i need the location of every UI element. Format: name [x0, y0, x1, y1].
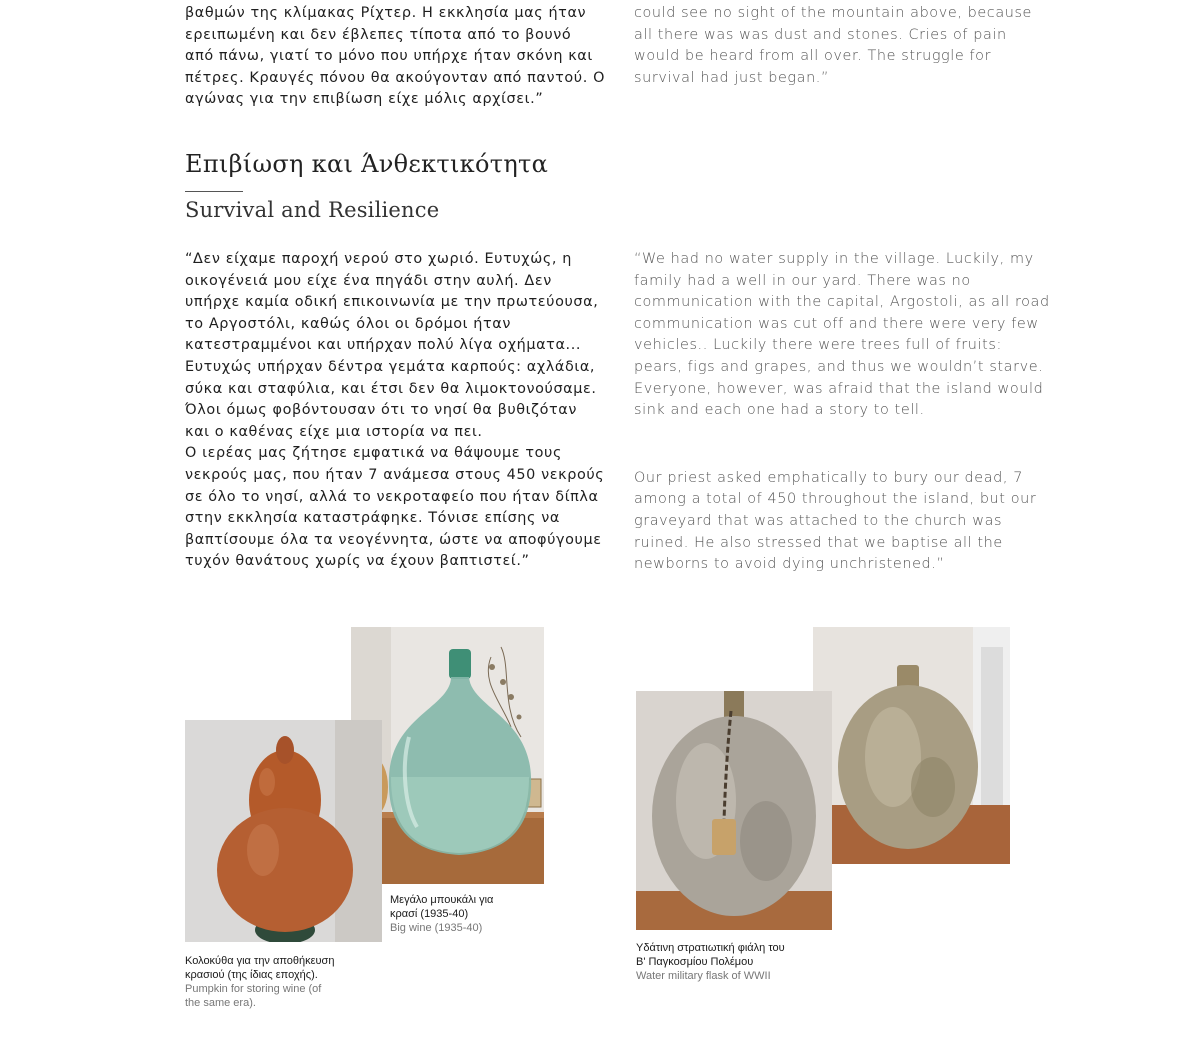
bottle-caption-greek: Μεγάλο μπουκάλι για κρασί (1935-40) — [390, 894, 494, 920]
pumpkin-caption-greek: Κολοκύθα για την αποθήκευση κρασιού (της ίδιας εποχής). — [185, 955, 335, 981]
pumpkin-caption-english: Pumpkin for storing wine (of the same era). — [185, 983, 322, 1009]
section-title-greek: Επιβίωση και Άνθεκτικότητα — [185, 150, 549, 178]
bottle-caption-english: Big wine (1935-40) — [390, 922, 483, 934]
heading-divider — [185, 191, 243, 192]
flask-caption-greek: Υδάτινη στρατιωτική φιάλη του Β' Παγκοσμίου Πολέμου — [636, 942, 785, 968]
english-column — [634, 249, 1054, 576]
english-paragraph-1: “We had no water supply in the village. Luckily, my family had a well in our yard. There was no communication with the capital, Argostoli, as all road communication was cut off and there were very few vehicles.. Luckily there were trees full of fruits: pears, figs and grapes, and thus we wouldn’t starve. Everyone, however, was afraid that the island would sink and each one had a story to tell. — [634, 251, 1050, 419]
flask-caption-english: Water military flask of WWII — [636, 970, 771, 982]
pumpkin-photo — [185, 720, 382, 942]
pumpkin-caption — [185, 954, 335, 1010]
bottle-caption — [390, 893, 520, 935]
flask-front-photo — [636, 691, 832, 930]
english-paragraph-2: Our priest asked emphatically to bury our dead, 7 among a total of 450 throughout the island, but our graveyard that was attached to the church was ruined. He also stressed that we baptise all the newborns to avoid dying unchristened.” — [634, 469, 1037, 573]
flask-caption — [636, 941, 786, 983]
top-english-text: could see no sight of the mountain above, because all there was was dust and stones. Cries of pain would be heard from all over. The struggle for survival had just began.” — [634, 5, 1033, 86]
greek-paragraph-2: Ο ιερέας μας ζήτησε εμφατικά να θάψουμε τους νεκρούς μας, που ήταν 7 ανάμεσα στους 450 νεκρούς σε όλο το νησί, αλλά το νεκροταφείο που ήταν δίπλα στην εκκλησία καταστράφηκε. Τόνισε επίσης να βαπτίσουμε όλα τα νεογέννητα, ώστε να αποφύγουμε τυχόν θανάτους χωρίς να έχουν βαπτιστεί.” — [185, 445, 605, 570]
greek-column — [185, 249, 605, 573]
section-title-english: Survival and Resilience — [185, 198, 440, 222]
greek-paragraph-1: “Δεν είχαμε παροχή νερού στο χωριό. Ευτυχώς, η οικογένειά μου είχε ένα πηγάδι στην αυλή. Δεν υπήρχε καμία οδική επικοινωνία με την πρωτεύουσα, το Αργοστόλι, καθώς όλοι οι δρόμοι ήταν κατεστραμμένοι και υπήρχαν πολύ λίγα οχήματα... Ευτυχώς υπήρχαν δέντρα γεμάτα καρπούς: αχλάδια, σύκα και σταφύλια, και έτσι δεν θα λιμοκτονούσαμε. Όλοι όμως φοβόντουσαν ότι το νησί θα βυθιζόταν και ο καθένας είχε μια ιστορία να πει. — [185, 251, 599, 440]
flask-back-photo — [813, 627, 1010, 864]
top-greek-text: βαθμών της κλίμακας Ρίχτερ. Η εκκλησία μας ήταν ερειπωμένη και δεν έβλεπες τίποτα από το βουνό από πάνω, γιατί το μόνο που υπήρχε ήταν σκόνη και πέτρες. Κραυγές πόνου θα ακούγονταν από παντού. Ο αγώνας για την επιβίωση είχε μόλις αρχίσει.” — [185, 5, 605, 108]
